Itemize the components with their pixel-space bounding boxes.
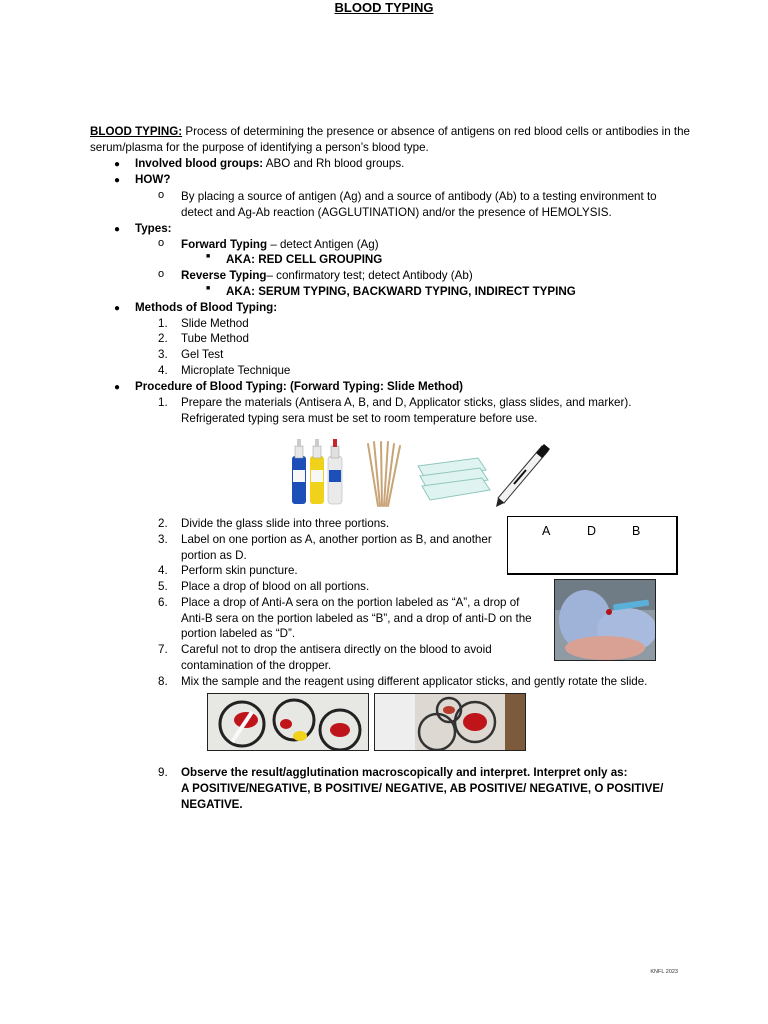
step-9-line-2: A POSITIVE/NEGATIVE, B POSITIVE/ NEGATIVE, AB POSITIVE/ NEGATIVE, O POSITIVE/ [181,782,664,795]
step-1-line-1: Prepare the materials (Antisera A, B, and D, Applicator sticks, glass slides, and marker). [181,396,632,409]
intro-line-1 [90,124,690,140]
marker-pen [496,444,550,507]
how-label: HOW? [135,173,171,186]
bullet-icon: ● [114,224,121,235]
reverse-text: – confirmatory test; detect Antibody (Ab) [266,269,473,282]
forward-text: – detect Antigen (Ag) [267,238,379,251]
step-9-line-3: NEGATIVE. [181,798,243,811]
bullet-icon: ● [114,175,121,186]
step-9-line-1: Observe the result/agglutination macroscopically and interpret. Interpret only as: [181,766,628,779]
intro-term: BLOOD TYPING: [90,125,183,138]
circle-bullet-icon: o [158,189,165,201]
list-number: 3. [158,348,168,361]
bullet-icon: ● [114,382,121,393]
how-text-1: By placing a source of antigen (Ag) and a source of antibody (Ab) to a testing environment to [181,190,657,203]
intro-text-2: serum/plasma for the purpose of identifying a person’s blood type. [90,141,429,154]
bullet-icon: ● [114,159,121,170]
list-number: 2. [158,517,168,530]
square-bullet-icon: ■ [206,253,211,260]
square-bullet-icon: ■ [206,285,211,292]
list-number: 1. [158,317,168,330]
step-7-line-1: Careful not to drop the antisera directly on the blood to avoid [181,643,492,656]
list-number: 5. [158,580,168,593]
groups-label: Involved blood groups: [135,157,264,170]
reverse-typing-item [181,268,473,284]
groups-text: ABO and Rh blood groups. [265,157,405,170]
slide-label-d: D [587,524,597,538]
antisera-bottles [292,439,342,504]
procedure-label: Procedure of Blood Typing: (Forward Typing: Slide Method) [135,380,464,393]
list-number: 2. [158,332,168,345]
slide-label-a: A [542,524,551,538]
mixing-image-2 [374,693,526,751]
types-label: Types: [135,222,172,235]
step-3-line-1: Label on one portion as A, another portion as B, and another [181,533,492,546]
mixing-image-1 [207,693,369,751]
step-6-line-1: Place a drop of Anti-A sera on the portion labeled as “A”, a drop of [181,596,520,609]
forward-aka: AKA: RED CELL GROUPING [226,253,383,266]
forward-typing-item [181,237,379,253]
materials-image [286,436,554,510]
step-7-line-2: contamination of the dropper. [181,659,332,672]
skin-puncture-image [554,579,656,661]
list-item: Gel Test [181,348,224,361]
list-number: 8. [158,675,168,688]
step-1-line-2: Refrigerated typing sera must be set to room temperature before use. [181,412,538,425]
list-number: 1. [158,396,168,409]
circle-bullet-icon: o [158,268,165,280]
step-6-line-3: portion labeled as “D”. [181,627,296,640]
list-item: Microplate Technique [181,364,291,377]
methods-label: Methods of Blood Typing: [135,301,278,314]
forward-label: Forward Typing [181,238,268,251]
intro-text-1: Process of determining the presence or absence of antigens on red blood cells or antibodies in the [185,125,690,138]
list-number: 6. [158,596,168,609]
list-number: 3. [158,533,168,546]
step-2: Divide the glass slide into three portions. [181,517,390,530]
groups-item [135,156,404,172]
step-8: Mix the sample and the reagent using different applicator sticks, and gently rotate the slide. [181,675,648,688]
list-item: Slide Method [181,317,249,330]
list-number: 7. [158,643,168,656]
list-number: 4. [158,564,168,577]
slide-diagram [507,516,678,575]
list-number: 4. [158,364,168,377]
list-number: 9. [158,766,168,779]
glass-slides [418,458,490,500]
step-6-line-2: Anti-B sera on the portion labeled as “B”, and a drop of anti-D on the [181,612,532,625]
list-item: Tube Method [181,332,249,345]
page-title: BLOOD TYPING [334,0,434,15]
slide-label-b: B [632,524,641,538]
step-4: Perform skin puncture. [181,564,298,577]
how-text-2: detect and Ag-Ab reaction (AGGLUTINATION) and/or the presence of HEMOLYSIS. [181,206,612,219]
reverse-label: Reverse Typing [181,269,267,282]
step-3-line-2: portion as D. [181,549,247,562]
applicator-sticks [368,442,400,506]
footer-text: KNFL 2023 [650,969,678,975]
bullet-icon: ● [114,303,121,314]
step-5: Place a drop of blood on all portions. [181,580,370,593]
reverse-aka: AKA: SERUM TYPING, BACKWARD TYPING, INDIRECT TYPING [226,285,576,298]
circle-bullet-icon: o [158,237,165,249]
